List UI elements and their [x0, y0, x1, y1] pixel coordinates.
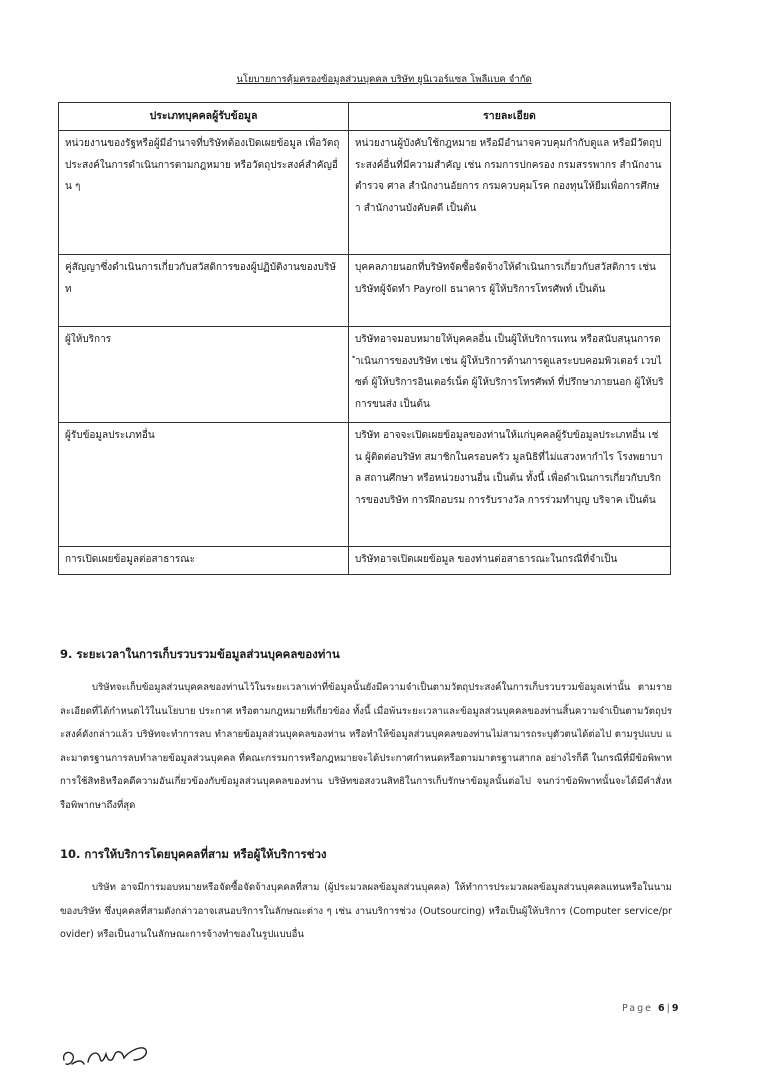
page-separator: | — [666, 1003, 672, 1014]
signature-mark — [58, 1030, 168, 1076]
section-9-title: 9. ระยะเวลาในการเก็บรวบรวมข้อมูลส่วนบุคคลของท่าน — [60, 647, 340, 661]
table-header-recipient-type: ประเภทบุคคลผู้รับข้อมูล — [59, 103, 349, 131]
document-header: นโยบายการคุ้มครองข้อมูลส่วนบุคคล บริษัท ยูนิเวอร์แซล โพลีแบค จำกัด — [236, 74, 532, 85]
recipient-detail-cell: บริษัทอาจมอบหมายให้บุคคลอื่น เป็นผู้ให้บริการแทน หรือสนับสนุนการดำเนินการของบริษัท เช่น ผู้ให้บริการด้านการดูแลระบบคอมพิวเตอร์ เวบไซต์ ผู้ให้บริการอินเตอร์เน็ต ผู้ให้บริการโทรศัพท์ ที่ปรึกษาภายนอก ผู้ให้บริการขนส่ง เป็นต้น — [349, 327, 671, 423]
table-row — [59, 255, 671, 327]
table-row — [59, 423, 671, 547]
section-9-body: บริษัทจะเก็บข้อมูลส่วนบุคคลของท่านไว้ในระยะเวลาเท่าที่ข้อมูลนั้นยังมีความจำเป็นตามวัตถุประสงค์ในการเก็บรวบรวมข้อมูลเท่านั้น ตามรายละเอียดที่ได้กำหนดไว้ในนโยบาย ประกาศ หรือตามกฎหมายที่เกี่ยวข้อง ทั้งนี้ เมื่อพ้นระยะเวลาและข้อมูลส่วนบุคคลของท่านสิ้นความจำเป็นตามวัตถุประสงค์ดังกล่าวแล้ว บริษัทจะทำการลบ ทำลายข้อมูลส่วนบุคคลของท่าน หรือทำให้ข้อมูลส่วนบุคคลของท่านไม่สามารถระบุตัวตนได้ต่อไป ตามรูปแบบ และมาตรฐานการลบทำลายข้อมูลส่วนบุคคล ที่คณะกรรมการหรือกฎหมายจะได้ประกาศกำหนดหรือตามมาตรฐานสากล อย่างไรก็ดี ในกรณีที่มีข้อพิพาท การใช้สิทธิหรือคดีความอันเกี่ยวข้องกับข้อมูลส่วนบุคคลของท่าน บริษัทขอสงวนสิทธิในการเก็บรักษาข้อมูลนั้นต่อไป จนกว่าข้อพิพาทนั้นจะได้มีคำสั่งหรือพิพากษาถึงที่สุด — [60, 682, 672, 811]
recipient-type-cell: หน่วยงานของรัฐหรือผู้มีอำนาจที่บริษัทต้องเปิดเผยข้อมูล เพื่อวัตถุประสงค์ในการดำเนินการตามกฎหมาย หรือวัตถุประสงค์สำคัญอื่น ๆ — [59, 131, 349, 255]
data-recipient-table — [58, 102, 671, 575]
recipient-detail-cell: บริษัทอาจเปิดเผยข้อมูล ของท่านต่อสาธารณะในกรณีที่จำเป็น — [349, 547, 671, 575]
recipient-detail-cell: หน่วยงานผู้บังคับใช้กฎหมาย หรือมีอำนาจควบคุมกำกับดูแล หรือมีวัตถุประสงค์อื่นที่มีความสำคัญ เช่น กรมการปกครอง กรมสรรพากร สำนักงานตำรวจ ศาล สำนักงานอัยการ กรมควบคุมโรค กองทุนให้ยืมเพื่อการศึกษา สำนักงานบังคับคดี เป็นต้น — [349, 131, 671, 255]
table-row — [59, 327, 671, 423]
total-pages: 9 — [671, 1003, 681, 1014]
section-10-body: บริษัท อาจมีการมอบหมายหรือจัดซื้อจัดจ้างบุคคลที่สาม (ผู้ประมวลผลข้อมูลส่วนบุคคล) ให้ทำการประมวลผลข้อมูลส่วนบุคคลแทนหรือในนามของบริษัท ซึ่งบุคคลที่สามดังกล่าวอาจเสนอบริการในลักษณะต่าง ๆ เช่น งานบริการช่วง (Outsourcing) หรือเป็นผู้ให้บริการ (Computer service/provider) หรือเป็นงานในลักษณะการจ้างทำของในรูปแบบอื่น — [60, 882, 672, 940]
recipient-detail-cell: บริษัท อาจจะเปิดเผยข้อมูลของท่านให้แก่บุคคลผู้รับข้อมูลประเภทอื่น เช่น ผู้ติดต่อบริษัท สมาชิกในครอบครัว มูลนิธิที่ไม่แสวงหากำไร โรงพยาบาล สถานศึกษา หรือหน่วยงานอื่น เป็นต้น ทั้งนี้ เพื่อดำเนินการเกี่ยวกับบริการของบริษัท การฝึกอบรม การรับรางวัล การร่วมทำบุญ บริจาค เป็นต้น — [349, 423, 671, 547]
recipient-type-cell: คู่สัญญาซึ่งดำเนินการเกี่ยวกับสวัสดิการของผู้ปฏิบัติงานของบริษัท — [59, 255, 349, 327]
section-10-title: 10. การให้บริการโดยบุคคลที่สาม หรือผู้ให้บริการช่วง — [60, 847, 327, 861]
table-row — [59, 131, 671, 255]
page-number — [622, 1003, 680, 1014]
table-header-detail: รายละเอียด — [349, 103, 671, 131]
recipient-type-cell: การเปิดเผยข้อมูลต่อสาธารณะ — [59, 547, 349, 575]
recipient-type-cell: ผู้รับข้อมูลประเภทอื่น — [59, 423, 349, 547]
table-row — [59, 547, 671, 575]
current-page: 6 — [658, 1003, 667, 1014]
recipient-detail-cell: บุคคลภายนอกที่บริษัทจัดซื้อจัดจ้างให้ดำเนินการเกี่ยวกับสวัสดิการ เช่น บริษัทผู้จัดทำ Payroll ธนาคาร ผู้ให้บริการโทรศัพท์ เป็นต้น — [349, 255, 671, 327]
recipient-type-cell: ผู้ให้บริการ — [59, 327, 349, 423]
page-label: Page — [622, 1003, 653, 1014]
table-header-row — [59, 103, 671, 131]
